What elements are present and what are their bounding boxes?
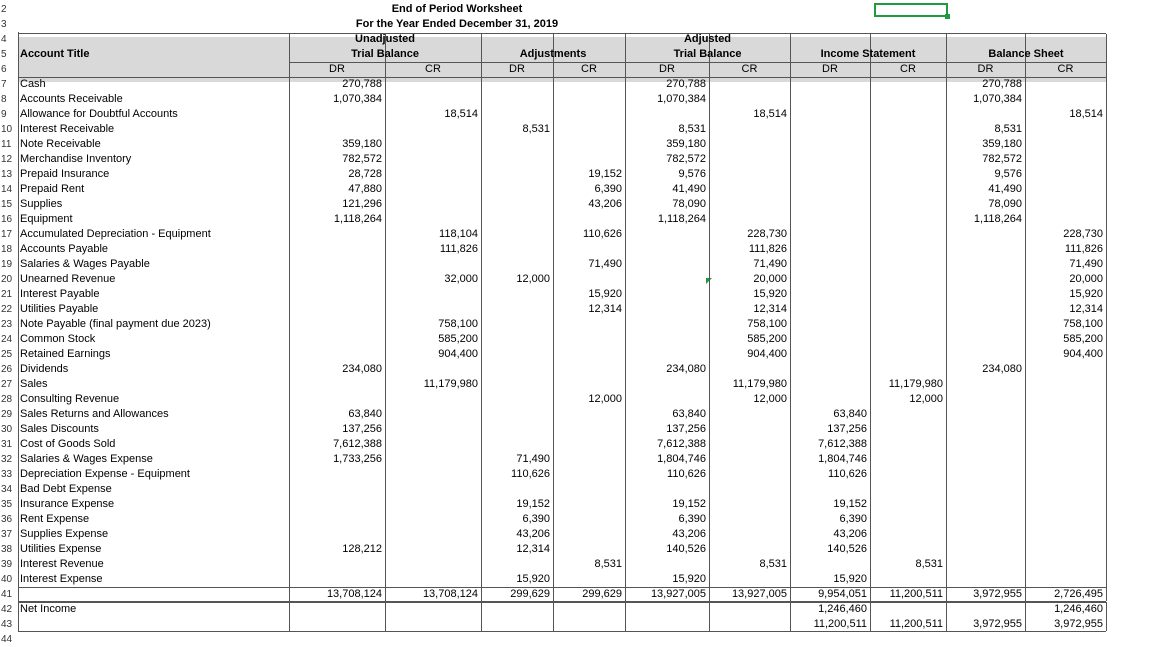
drcr-header[interactable]: CR: [581, 63, 597, 75]
sheet-row: [0, 182, 1150, 197]
row-number[interactable]: 39: [1, 559, 13, 570]
sheet-row: [0, 617, 1150, 632]
amount-cell[interactable]: 43,206: [516, 528, 550, 540]
amount-cell[interactable]: 11,179,980: [888, 378, 943, 390]
account-name[interactable]: Unearned Revenue: [20, 273, 116, 285]
amount-cell[interactable]: 228,730: [1063, 228, 1103, 240]
amount-cell[interactable]: 41,490: [988, 183, 1022, 195]
sheet-row: [0, 332, 1150, 347]
account-name[interactable]: Supplies Expense: [20, 528, 109, 540]
amount-cell[interactable]: 28,728: [348, 168, 382, 180]
row-number[interactable]: 36: [1, 514, 13, 525]
amount-cell[interactable]: 270,788: [666, 78, 706, 90]
section-adjusted[interactable]: Adjusted: [683, 33, 732, 45]
sheet-row: [0, 632, 1150, 647]
drcr-header[interactable]: DR: [977, 63, 994, 75]
final-total-cell[interactable]: 3,972,955: [1054, 618, 1103, 630]
amount-cell[interactable]: 12,314: [516, 543, 550, 555]
amount-cell[interactable]: 904,400: [747, 348, 787, 360]
sheet-row: [0, 197, 1150, 212]
sheet-row: [0, 167, 1150, 182]
amount-cell[interactable]: 12,000: [753, 393, 787, 405]
row-number[interactable]: 15: [1, 199, 13, 210]
row-number[interactable]: 2: [1, 4, 7, 15]
sheet-row: [0, 347, 1150, 362]
amount-cell[interactable]: 11,179,980: [732, 378, 787, 390]
amount-cell[interactable]: 234,080: [666, 363, 706, 375]
amount-cell[interactable]: 1,804,746: [818, 453, 867, 465]
final-total-cell[interactable]: 11,200,511: [889, 618, 943, 630]
row-number[interactable]: 38: [1, 544, 13, 555]
amount-cell[interactable]: 111,826: [439, 243, 478, 255]
amount-cell[interactable]: 71,490: [753, 258, 787, 270]
sheet-row: [0, 137, 1150, 152]
row-number[interactable]: 11: [1, 139, 12, 150]
amount-cell[interactable]: 7,612,388: [818, 438, 867, 450]
amount-cell[interactable]: 7,612,388: [333, 438, 382, 450]
drcr-header[interactable]: CR: [425, 63, 441, 75]
row-number[interactable]: 24: [1, 334, 13, 345]
amount-cell[interactable]: 234,080: [982, 363, 1022, 375]
amount-cell[interactable]: 140,526: [827, 543, 867, 555]
sheet-row: [0, 452, 1150, 467]
net-income-label[interactable]: Net Income: [20, 603, 77, 615]
account-name[interactable]: Prepaid Insurance: [20, 168, 110, 180]
sheet-row: [0, 242, 1150, 257]
amount-cell[interactable]: 1,118,264: [333, 213, 382, 225]
amount-cell[interactable]: 15,920: [1069, 288, 1103, 300]
amount-cell[interactable]: 12,314: [1069, 303, 1103, 315]
account-name[interactable]: Sales: [20, 378, 48, 390]
amount-cell[interactable]: 19,152: [588, 168, 622, 180]
row-number[interactable]: 17: [1, 229, 13, 240]
account-name[interactable]: Interest Receivable: [20, 123, 115, 135]
amount-cell[interactable]: 11,179,980: [423, 378, 478, 390]
drcr-header[interactable]: DR: [329, 63, 345, 75]
account-name[interactable]: Insurance Expense: [20, 498, 115, 510]
amount-cell[interactable]: 111,826: [748, 243, 787, 255]
row-number[interactable]: 13: [1, 169, 13, 180]
drcr-header[interactable]: CR: [1057, 63, 1074, 75]
drcr-header[interactable]: DR: [659, 63, 675, 75]
amount-cell[interactable]: 71,490: [516, 453, 550, 465]
row-number[interactable]: 41: [1, 589, 13, 600]
row-number[interactable]: 12: [1, 154, 13, 165]
amount-cell[interactable]: 8,531: [594, 558, 622, 570]
sheet-row: [0, 107, 1150, 122]
sheet-row: [0, 407, 1150, 422]
row-number[interactable]: 8: [1, 94, 7, 105]
sheet-row: [0, 542, 1150, 557]
total-cell[interactable]: 3,972,955: [973, 588, 1022, 600]
section-balance-sheet[interactable]: Balance Sheet: [988, 48, 1064, 60]
account-name[interactable]: Note Receivable: [20, 138, 101, 150]
total-cell[interactable]: 9,954,051: [818, 588, 867, 600]
sheet-row: [0, 317, 1150, 332]
account-name[interactable]: Utilities Payable: [20, 303, 99, 315]
sheet-row: [0, 32, 1150, 47]
drcr-header[interactable]: CR: [900, 63, 916, 75]
sheet-row: [0, 152, 1150, 167]
amount-cell[interactable]: 20,000: [1069, 273, 1103, 285]
amount-cell[interactable]: 47,880: [348, 183, 382, 195]
amount-cell[interactable]: 8,531: [759, 558, 787, 570]
amount-cell[interactable]: 585,200: [747, 333, 787, 345]
sheet-row: [0, 587, 1150, 602]
row-number[interactable]: 42: [1, 604, 13, 615]
total-cell[interactable]: 13,927,005: [650, 588, 706, 600]
row-number[interactable]: 26: [1, 364, 13, 375]
account-name[interactable]: Dividends: [20, 363, 69, 375]
account-name[interactable]: Equipment: [20, 213, 73, 225]
sheet-row: [0, 377, 1150, 392]
account-name[interactable]: Cash: [20, 78, 46, 90]
amount-cell[interactable]: 6,390: [839, 513, 867, 525]
sheet-row: [0, 17, 1150, 32]
row-number[interactable]: 5: [1, 49, 7, 60]
row-number[interactable]: 10: [1, 124, 13, 135]
row-number[interactable]: 14: [1, 184, 13, 195]
account-name[interactable]: Accumulated Depreciation - Equipment: [20, 228, 211, 240]
amount-cell[interactable]: 12,314: [588, 303, 622, 315]
sheet-row: [0, 212, 1150, 227]
amount-cell[interactable]: 63,840: [348, 408, 382, 420]
amount-cell[interactable]: 1,804,746: [657, 453, 706, 465]
amount-cell[interactable]: 228,730: [747, 228, 787, 240]
amount-cell[interactable]: 585,200: [438, 333, 478, 345]
row-number[interactable]: 28: [1, 394, 13, 405]
sheet-row: [0, 62, 1150, 77]
account-name[interactable]: Allowance for Doubtful Accounts: [20, 108, 178, 120]
sheet-row: [0, 422, 1150, 437]
total-cell[interactable]: 2,726,495: [1054, 588, 1103, 600]
amount-cell[interactable]: 78,090: [988, 198, 1022, 210]
row-number[interactable]: 18: [1, 244, 13, 255]
account-name[interactable]: Common Stock: [20, 333, 96, 345]
amount-cell[interactable]: 782,572: [342, 153, 382, 165]
amount-cell[interactable]: 137,256: [666, 423, 706, 435]
amount-cell[interactable]: 110,626: [828, 468, 867, 480]
row-number[interactable]: 4: [1, 34, 7, 45]
row-number[interactable]: 27: [1, 379, 13, 390]
amount-cell[interactable]: 12,000: [909, 393, 943, 405]
amount-cell[interactable]: 359,180: [666, 138, 706, 150]
sheet-row: [0, 92, 1150, 107]
amount-cell[interactable]: 15,920: [516, 573, 550, 585]
amount-cell[interactable]: 15,920: [753, 288, 787, 300]
amount-cell[interactable]: 6,390: [522, 513, 550, 525]
account-name[interactable]: Sales Returns and Allowances: [20, 408, 169, 420]
section-income-statement[interactable]: Income Statement: [820, 48, 916, 60]
sheet-row: [0, 572, 1150, 587]
section-adjusted-sub[interactable]: Trial Balance: [673, 48, 742, 60]
amount-cell[interactable]: 782,572: [982, 153, 1022, 165]
net-income-cell[interactable]: 1,246,460: [818, 603, 867, 615]
amount-cell[interactable]: 15,920: [833, 573, 867, 585]
amount-cell[interactable]: 18,514: [1069, 108, 1103, 120]
row-number[interactable]: 37: [1, 529, 13, 540]
account-name[interactable]: Merchandise Inventory: [20, 153, 132, 165]
row-number[interactable]: 40: [1, 574, 13, 585]
account-name[interactable]: Prepaid Rent: [20, 183, 85, 195]
amount-cell[interactable]: 6,390: [594, 183, 622, 195]
amount-cell[interactable]: 904,400: [1063, 348, 1103, 360]
account-name[interactable]: Interest Payable: [20, 288, 100, 300]
amount-cell[interactable]: 71,490: [588, 258, 622, 270]
amount-cell[interactable]: 20,000: [753, 273, 787, 285]
amount-cell[interactable]: 63,840: [672, 408, 706, 420]
amount-cell[interactable]: 1,118,264: [657, 213, 706, 225]
row-number[interactable]: 30: [1, 424, 13, 435]
amount-cell[interactable]: 1,118,264: [973, 213, 1022, 225]
amount-cell[interactable]: 6,390: [678, 513, 706, 525]
row-number[interactable]: 22: [1, 304, 13, 315]
amount-cell[interactable]: 15,920: [672, 573, 706, 585]
total-cell[interactable]: 299,629: [510, 588, 550, 600]
row-number[interactable]: 25: [1, 349, 13, 360]
amount-cell[interactable]: 110,626: [667, 468, 706, 480]
account-name[interactable]: Utilities Expense: [20, 543, 102, 555]
amount-cell[interactable]: 19,152: [672, 498, 706, 510]
amount-cell[interactable]: 137,256: [342, 423, 382, 435]
row-number[interactable]: 44: [1, 634, 13, 645]
section-adjustments[interactable]: Adjustments: [519, 48, 587, 60]
account-name[interactable]: Interest Expense: [20, 573, 103, 585]
sheet-row: [0, 482, 1150, 497]
section-unadjusted[interactable]: Unadjusted: [355, 33, 415, 45]
row-number[interactable]: 6: [1, 64, 7, 75]
account-title-header[interactable]: Account Title: [20, 48, 90, 60]
amount-cell[interactable]: 19,152: [833, 498, 867, 510]
amount-cell[interactable]: 270,788: [982, 78, 1022, 90]
row-number[interactable]: 35: [1, 499, 13, 510]
amount-cell[interactable]: 15,920: [588, 288, 622, 300]
amount-cell[interactable]: 270,788: [342, 78, 382, 90]
amount-cell[interactable]: 8,531: [678, 123, 706, 135]
final-total-cell[interactable]: 11,200,511: [813, 618, 867, 630]
amount-cell[interactable]: 110,626: [511, 468, 550, 480]
sheet-row: [0, 497, 1150, 512]
amount-cell[interactable]: 63,840: [833, 408, 867, 420]
sheet-row: [0, 527, 1150, 542]
amount-cell[interactable]: 782,572: [666, 153, 706, 165]
row-number[interactable]: 19: [1, 259, 13, 270]
row-number[interactable]: 3: [1, 19, 7, 30]
amount-cell[interactable]: 43,206: [833, 528, 867, 540]
sheet-row: [0, 437, 1150, 452]
section-unadjusted-sub[interactable]: Trial Balance: [351, 48, 419, 60]
amount-cell[interactable]: 19,152: [516, 498, 550, 510]
amount-cell[interactable]: 1,070,384: [333, 93, 382, 105]
final-total-cell[interactable]: 3,972,955: [973, 618, 1022, 630]
sheet-row: [0, 287, 1150, 302]
row-number[interactable]: 32: [1, 454, 13, 465]
amount-cell[interactable]: 12,000: [588, 393, 622, 405]
amount-cell[interactable]: 43,206: [672, 528, 706, 540]
amount-cell[interactable]: 758,100: [747, 318, 787, 330]
row-number[interactable]: 20: [1, 274, 13, 285]
row-number[interactable]: 43: [1, 619, 13, 630]
sheet-row: [0, 302, 1150, 317]
sheet-row: [0, 467, 1150, 482]
account-name[interactable]: Supplies: [20, 198, 63, 210]
account-name[interactable]: Salaries & Wages Expense: [20, 453, 153, 465]
row-number[interactable]: 31: [1, 439, 13, 450]
amount-cell[interactable]: 12,000: [516, 273, 550, 285]
amount-cell[interactable]: 18,514: [444, 108, 478, 120]
account-name[interactable]: Interest Revenue: [20, 558, 104, 570]
row-number[interactable]: 9: [1, 109, 7, 120]
amount-cell[interactable]: 8,531: [915, 558, 943, 570]
amount-cell[interactable]: 7,612,388: [657, 438, 706, 450]
account-name[interactable]: Bad Debt Expense: [20, 483, 112, 495]
account-name[interactable]: Accounts Payable: [20, 243, 109, 255]
amount-cell[interactable]: 118,104: [439, 228, 478, 240]
amount-cell[interactable]: 110,626: [583, 228, 622, 240]
total-cell[interactable]: 299,629: [582, 588, 622, 600]
row-number[interactable]: 23: [1, 319, 13, 330]
account-name[interactable]: Depreciation Expense - Equipment: [20, 468, 190, 480]
sheet-row: [0, 557, 1150, 572]
amount-cell[interactable]: 585,200: [1063, 333, 1103, 345]
amount-cell[interactable]: 234,080: [342, 363, 382, 375]
amount-cell[interactable]: 1,070,384: [973, 93, 1022, 105]
drcr-header[interactable]: CR: [741, 63, 758, 75]
drcr-header[interactable]: DR: [822, 63, 838, 75]
row-number[interactable]: 29: [1, 409, 13, 420]
row-number[interactable]: 33: [1, 469, 13, 480]
sheet-row: [0, 392, 1150, 407]
amount-cell[interactable]: 71,490: [1069, 258, 1103, 270]
amount-cell[interactable]: 43,206: [588, 198, 622, 210]
amount-cell[interactable]: 758,100: [438, 318, 478, 330]
sheet-row: [0, 362, 1150, 377]
total-cell[interactable]: 11,200,511: [889, 588, 943, 600]
account-name[interactable]: Cost of Goods Sold: [20, 438, 116, 450]
sheet-row: [0, 47, 1150, 62]
total-cell[interactable]: 13,708,124: [326, 588, 382, 600]
row-number[interactable]: 34: [1, 484, 13, 495]
row-number[interactable]: 7: [1, 79, 7, 90]
account-name[interactable]: Salaries & Wages Payable: [20, 258, 150, 270]
amount-cell[interactable]: 1,733,256: [333, 453, 382, 465]
amount-cell[interactable]: 9,576: [994, 168, 1022, 180]
row-number[interactable]: 21: [1, 289, 13, 300]
sheet-row: [0, 602, 1150, 617]
amount-cell[interactable]: 18,514: [753, 108, 787, 120]
account-name[interactable]: Rent Expense: [20, 513, 90, 525]
total-cell[interactable]: 13,927,005: [731, 588, 787, 600]
amount-cell[interactable]: 12,314: [753, 303, 787, 315]
worksheet-title[interactable]: End of Period Worksheet: [391, 3, 523, 15]
amount-cell[interactable]: 1,070,384: [657, 93, 706, 105]
account-name[interactable]: Accounts Receivable: [20, 93, 123, 105]
amount-cell[interactable]: 758,100: [1063, 318, 1103, 330]
amount-cell[interactable]: 359,180: [342, 138, 382, 150]
sheet-row: [0, 227, 1150, 242]
net-income-cell[interactable]: 1,246,460: [1054, 603, 1103, 615]
sheet-row: [0, 272, 1150, 287]
amount-cell[interactable]: 359,180: [982, 138, 1022, 150]
account-name[interactable]: Sales Discounts: [20, 423, 99, 435]
amount-cell[interactable]: 121,296: [342, 198, 382, 210]
amount-cell[interactable]: 78,090: [672, 198, 706, 210]
amount-cell[interactable]: 111,826: [1064, 243, 1103, 255]
amount-cell[interactable]: 9,576: [678, 168, 706, 180]
worksheet-subtitle[interactable]: For the Year Ended December 31, 2019: [355, 18, 559, 30]
amount-cell[interactable]: 41,490: [672, 183, 706, 195]
amount-cell[interactable]: 140,526: [666, 543, 706, 555]
amount-cell[interactable]: 32,000: [444, 273, 478, 285]
drcr-header[interactable]: DR: [509, 63, 525, 75]
sheet-row: [0, 122, 1150, 137]
amount-cell[interactable]: 8,531: [994, 123, 1022, 135]
total-cell[interactable]: 13,708,124: [422, 588, 478, 600]
sheet-row: [0, 257, 1150, 272]
sheet-row: [0, 512, 1150, 527]
sheet-row: [0, 2, 1150, 17]
account-name[interactable]: Note Payable (final payment due 2023): [20, 318, 211, 330]
amount-cell[interactable]: 8,531: [522, 123, 550, 135]
row-number[interactable]: 16: [1, 214, 13, 225]
amount-cell[interactable]: 904,400: [438, 348, 478, 360]
account-name[interactable]: Consulting Revenue: [20, 393, 120, 405]
sheet-row: [0, 77, 1150, 92]
amount-cell[interactable]: 128,212: [342, 543, 382, 555]
amount-cell[interactable]: 137,256: [827, 423, 867, 435]
account-name[interactable]: Retained Earnings: [20, 348, 111, 360]
